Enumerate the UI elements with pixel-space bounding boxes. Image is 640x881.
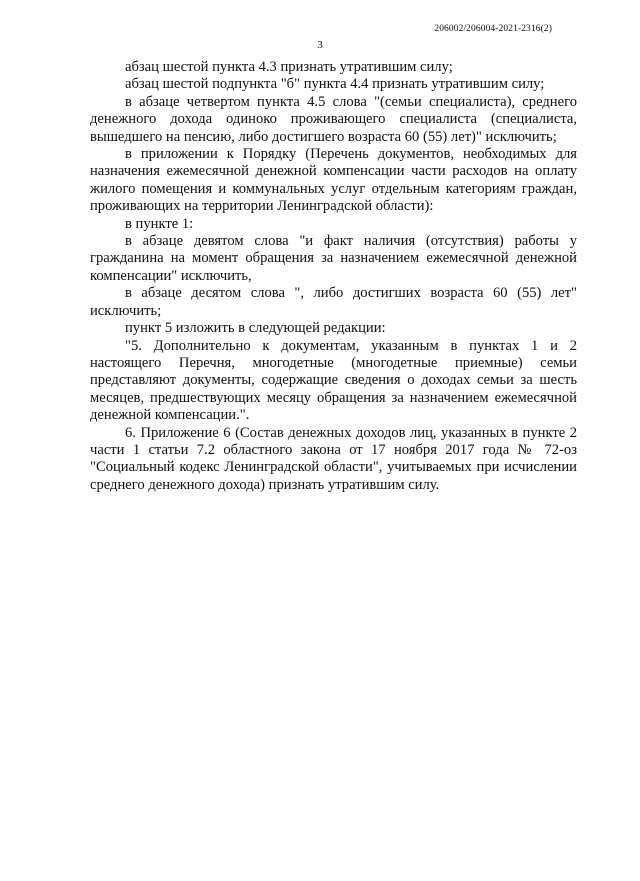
- paragraph-point-4-5: в абзаце четвертом пункта 4.5 слова "(семьи специалиста), среднего денежного дохода одиноко проживающего специалиста (специалиста, вышедшего на пенсию, либо достигшего возраста 60 (55) лет)" исключить;: [90, 93, 577, 145]
- document-body: [90, 59, 577, 494]
- paragraph-item-5-intro: пункт 5 изложить в следующей редакции:: [125, 320, 386, 337]
- paragraph-item-5-text: "5. Дополнительно к документам, указанным в пунктах 1 и 2 настоящего Перечня, многодетные (многодетные приемные) семьи представляют документы, содержащие сведения о доходах семьи за шесть месяцев, предшествующих месяцу обращения за назначением ежемесячной денежной компенсации.".: [90, 337, 577, 424]
- paragraph-appendix-intro: в приложении к Порядку (Перечень документов, необходимых для назначения ежемесячной денежной компенсации части расходов на оплату жилого помещения и коммунальных услуг отдельным категориям граждан, проживающих на территории Ленинградской области):: [90, 146, 577, 215]
- paragraph-item-1-ninth: в абзаце девятом слова "и факт наличия (отсутствия) работы у гражданина на момент обращения за назначением ежемесячной денежной компенсации" исключить,: [90, 233, 577, 284]
- document-registration-code: 206002/206004-2021-2316(2): [434, 24, 552, 34]
- paragraph-point-6: 6. Приложение 6 (Состав денежных доходов лиц, указанных в пункте 2 части 1 статьи 7.2 областного закона от 17 ноября 2017 года № 72-оз "Социальный кодекс Ленинградской области", учитываемых при исчислении среднего денежного дохода) признать утратившим силу.: [90, 424, 577, 493]
- paragraph-point-4-4: абзац шестой подпункта "б" пункта 4.4 признать утратившим силу;: [125, 76, 545, 93]
- paragraph-item-1: в пункте 1:: [125, 215, 194, 232]
- paragraph-item-1-tenth: в абзаце десятом слова ", либо достигших возраста 60 (55) лет" исключить;: [90, 285, 577, 319]
- paragraph-point-4-3: абзац шестой пункта 4.3 признать утратившим силу;: [125, 59, 453, 75]
- page-number: 3: [317, 39, 323, 51]
